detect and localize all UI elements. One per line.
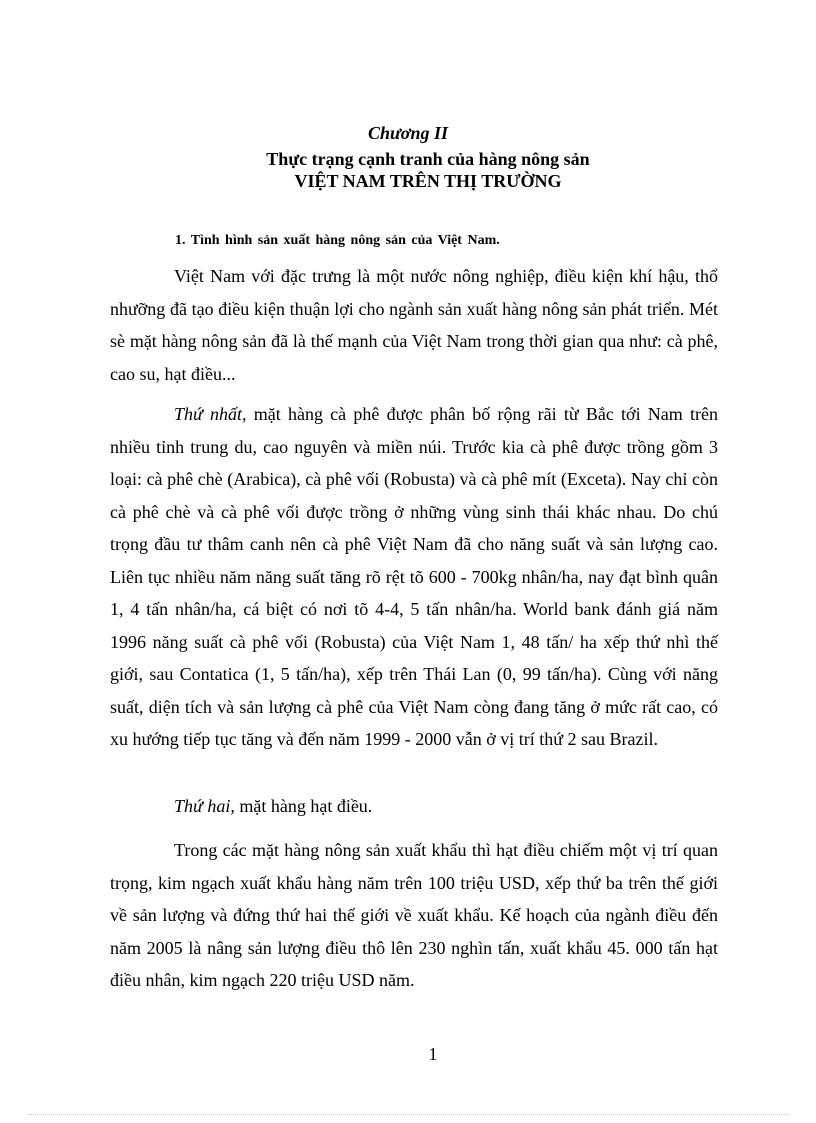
- paragraph-text: mặt hàng hạt điều.: [234, 796, 373, 816]
- paragraph-cashew-heading: [110, 790, 718, 823]
- chapter-label: Chương II: [368, 123, 448, 143]
- paragraph-text: Trong các mặt hàng nông sản xuất khẩu thì hạt điều chiếm một vị trí quan trọng, kim ngạch xuất khẩu hàng năm trên 100 triệu USD, xếp thứ ba trên thế giới về sản lượng và đứng thứ hai thế giới về xuất khẩu. Kế hoạch của ngành điều đến năm 2005 là nâng sản lượng điều thô lên 230 nghìn tấn, xuất khẩu 45. 000 tấn hạt điều nhân, kim ngạch 220 triệu USD năm.: [110, 840, 718, 990]
- chapter-title-line-1: Thực trạng cạnh tranh của hàng nông sản: [266, 149, 590, 169]
- paragraph-cashew: [110, 834, 718, 997]
- section-heading: 1. Tình hình sản xuất hàng nông sản của Việt Nam.: [175, 233, 500, 248]
- paragraph-coffee: [110, 398, 718, 756]
- paragraph-text: mặt hàng cà phê được phân bố rộng rãi từ Bắc tới Nam trên nhiều tỉnh trung du, cao nguyên và miền núi. Trước kia cà phê được trồng gồm 3 loại: cà phê chè (Arabica), cà phê vối (Robusta) và cà phê mít (Exceta). Nay chỉ còn cà phê chè và cà phê vối được trồng ở những vùng sinh thái khác nhau. Do chú trọng đầu tư thâm canh nên cà phê Việt Nam đã cho năng suất và sản lượng cao. Liên tục nhiều năm năng suất tăng rõ rệt tõ 600 - 700kg nhân/ha, nay đạt bình quân 1, 4 tấn nhân/ha, cá biệt có nơi tõ 4-4, 5 tấn nhân/ha. World bank đánh giá năm 1996 năng suất cà phê vối (Robusta) của Việt Nam 1, 48 tấn/ ha xếp thứ nhì thế giới, sau Contatica (1, 5 tấn/ha), xếp trên Thái Lan (0, 99 tấn/ha). Cùng với năng suất, diện tích và sản lượng cà phê của Việt Nam còng đang tăng ở mức rất cao, có xu hướng tiếp tục tăng và đến năm 1999 - 2000 vẫn ở vị trí thứ 2 sau Brazil.: [110, 404, 718, 749]
- chapter-title-line-2: VIỆT NAM TRÊN THỊ TRƯỜNG: [294, 171, 562, 191]
- page-number: 1: [428, 1044, 438, 1064]
- paragraph-lead: Thứ hai,: [174, 796, 235, 816]
- footer-divider: [28, 1114, 788, 1115]
- paragraph-lead: Thứ nhất,: [174, 404, 247, 424]
- paragraph-text: Việt Nam với đặc trưng là một nước nông nghiệp, điều kiện khí hậu, thổ nhưỡng đã tạo điều kiện thuận lợi cho ngành sản xuất hàng nông sản phát triển. Mét sè mặt hàng nông sản đã là thế mạnh của Việt Nam trong thời gian qua như: cà phê, cao su, hạt điều...: [110, 266, 718, 384]
- paragraph-intro: [110, 260, 718, 390]
